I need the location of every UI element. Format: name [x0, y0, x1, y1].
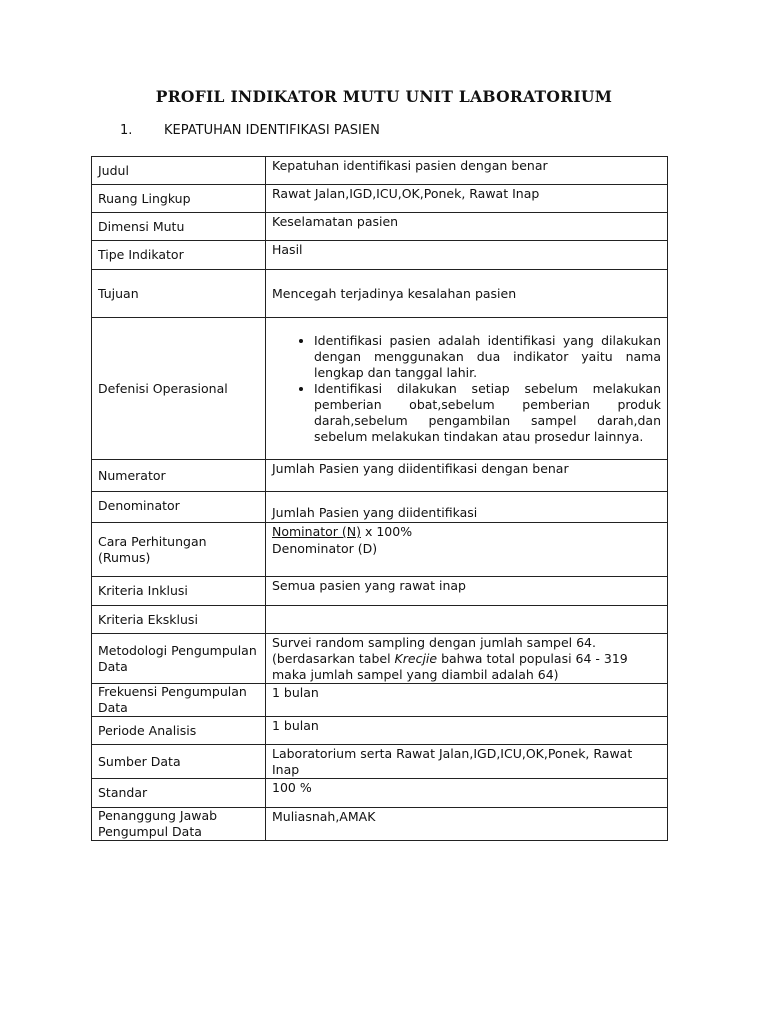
formula-multiplier: x 100% — [361, 524, 413, 539]
row-value — [266, 684, 668, 717]
row-label: Tipe Indikator — [92, 241, 266, 270]
judul-value: Kepatuhan identifikasi pasien dengan benar — [272, 158, 548, 173]
metodologi-text-end: bahwa total populasi 64 - 319 maka jumlah sampel yang diambil adalah 64) — [272, 651, 628, 682]
formula-denominator: Denominator (D) — [272, 541, 378, 556]
row-value — [266, 634, 668, 684]
row-value — [266, 185, 668, 213]
definition-item: • Identifikasi dilakukan setiap sebelum melakukan pemberian obat,sebelum pemberian produk darah,sebelum pengambilan sampel darah,dan sebelum melakukan tindakan atau prosedur lainnya. — [314, 381, 661, 445]
row-value — [266, 318, 668, 460]
denominator-value: Jumlah Pasien yang diidentifikasi — [266, 492, 668, 523]
row-label: Kriteria Eksklusi — [92, 606, 266, 634]
row-value — [266, 157, 668, 185]
document-title: PROFIL INDIKATOR MUTU UNIT LABORATORIUM — [155, 87, 613, 106]
kriteria-inklusi-value: Semua pasien yang rawat inap — [272, 578, 466, 593]
row-label: Numerator — [92, 460, 266, 492]
indicator-profile-table — [91, 156, 668, 841]
row-kriteria-inklusi — [92, 577, 668, 606]
metodologi-text: Survei random sampling dengan jumlah sampel 64.(berdasarkan tabel — [272, 635, 596, 666]
section-label: KEPATUHAN IDENTIFIKASI PASIEN — [164, 123, 380, 138]
numerator-value: Jumlah Pasien yang diidentifikasi dengan benar — [272, 461, 569, 476]
standar-value: 100 % — [272, 780, 312, 795]
row-value — [266, 213, 668, 241]
definition-item: • Identifikasi pasien adalah identifikasi yang dilakukan dengan menggunakan dua indikator yaitu nama lengkap dan tanggal lahir. — [314, 333, 661, 381]
row-label: Denominator — [92, 492, 266, 523]
row-judul — [92, 157, 668, 185]
row-label: Dimensi Mutu — [92, 213, 266, 241]
dimensi-mutu-value: Keselamatan pasien — [272, 214, 399, 229]
row-numerator — [92, 460, 668, 492]
row-penanggung-jawab — [92, 808, 668, 841]
frekuensi-value: 1 bulan — [272, 685, 319, 700]
row-label: Judul — [92, 157, 266, 185]
row-value — [266, 779, 668, 808]
row-tipe-indikator — [92, 241, 668, 270]
row-ruang-lingkup — [92, 185, 668, 213]
row-value — [266, 241, 668, 270]
row-label: Penanggung Jawab Pengumpul Data — [92, 808, 266, 841]
row-label: Cara Perhitungan (Rumus) — [92, 523, 266, 577]
row-label: Sumber Data — [92, 745, 266, 779]
row-standar — [92, 779, 668, 808]
row-label: Kriteria Inklusi — [92, 577, 266, 606]
section-heading — [120, 123, 380, 138]
row-periode-analisis — [92, 717, 668, 745]
row-label: Frekuensi Pengumpulan Data — [92, 684, 266, 717]
row-dimensi-mutu — [92, 213, 668, 241]
section-number: 1. — [120, 123, 133, 138]
formula — [272, 523, 661, 540]
row-tujuan — [92, 270, 668, 318]
row-label: Defenisi Operasional — [92, 318, 266, 460]
periode-analisis-value: 1 bulan — [272, 718, 319, 733]
row-metodologi — [92, 634, 668, 684]
kriteria-eksklusi-value — [266, 606, 668, 634]
penanggung-jawab-value: Muliasnah,AMAK — [272, 809, 376, 824]
row-label: Periode Analisis — [92, 717, 266, 745]
row-defenisi-operasional — [92, 318, 668, 460]
row-kriteria-eksklusi — [92, 606, 668, 634]
sumber-data-value: Laboratorium serta Rawat Jalan,IGD,ICU,OK,Ponek, Rawat Inap — [272, 746, 633, 777]
row-cara-perhitungan — [92, 523, 668, 577]
row-label: Metodologi Pengumpulan Data — [92, 634, 266, 684]
row-sumber-data — [92, 745, 668, 779]
metodologi-italic: Krecjie — [394, 651, 438, 666]
row-value — [266, 523, 668, 577]
row-value — [266, 717, 668, 745]
row-label: Standar — [92, 779, 266, 808]
tipe-indikator-value: Hasil — [272, 242, 303, 257]
metodologi-value — [272, 634, 661, 683]
row-frekuensi — [92, 684, 668, 717]
formula-numerator: Nominator (N) — [272, 524, 361, 539]
ruang-lingkup-value: Rawat Jalan,IGD,ICU,OK,Ponek, Rawat Inap — [272, 186, 540, 201]
row-value — [266, 745, 668, 779]
tujuan-value: Mencegah terjadinya kesalahan pasien — [266, 270, 668, 318]
row-label: Ruang Lingkup — [92, 185, 266, 213]
row-value — [266, 460, 668, 492]
row-label: Tujuan — [92, 270, 266, 318]
row-value — [266, 808, 668, 841]
row-value — [266, 577, 668, 606]
definition-list — [272, 333, 661, 445]
row-denominator — [92, 492, 668, 523]
